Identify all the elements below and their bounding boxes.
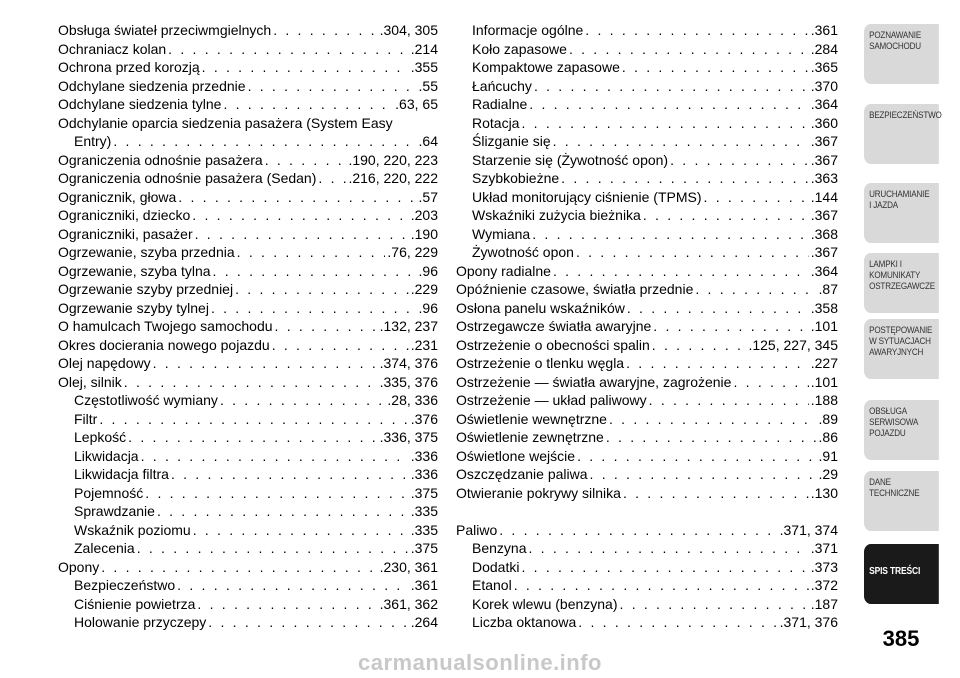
index-entry-term: Obsługa świateł przeciwmgielnych — [58, 22, 272, 38]
chapter-tab[interactable] — [864, 253, 939, 313]
dot-leader — [101, 558, 377, 577]
index-entry-term: Oświetlone wejście — [456, 447, 576, 464]
dot-leader — [643, 206, 809, 225]
index-entry-pages: .55 — [418, 77, 438, 94]
index-entry-term: Ograniczniki, dziecko — [58, 207, 191, 223]
index-entry-pages: .335, 376 — [379, 373, 438, 390]
index-entry[interactable] — [456, 243, 838, 262]
dot-leader — [569, 40, 809, 59]
index-entry-pages: .363 — [810, 170, 838, 186]
dot-leader — [578, 613, 777, 632]
index-entry-pages: .190, 220, 223 — [348, 151, 438, 168]
chapter-tab-label: POJAZDU — [869, 428, 906, 439]
chapter-tab[interactable] — [864, 471, 939, 531]
dot-leader — [177, 576, 409, 595]
index-entry-term: Żywotność opon — [472, 244, 574, 260]
index-entry-term: Olej napędowy — [58, 355, 151, 371]
chapter-tab[interactable] — [864, 104, 942, 164]
chapter-tab-label: AWARYJNYCH — [869, 347, 924, 358]
index-entry-pages: .76, 229 — [387, 244, 438, 260]
dot-leader — [141, 447, 409, 466]
index-entry[interactable] — [58, 576, 438, 595]
dot-leader — [235, 280, 409, 299]
index-entry[interactable] — [456, 539, 838, 558]
dot-leader — [521, 114, 808, 133]
index-entry-pages: .230, 361 — [379, 558, 438, 575]
index-entry-term: Likwidacja filtra — [74, 466, 169, 482]
index-entry-term: Zalecenia — [74, 540, 135, 556]
dot-leader — [192, 206, 408, 225]
index-entry[interactable] — [456, 576, 838, 595]
index-entry-term: Sprawdzanie — [74, 503, 155, 519]
dot-leader — [577, 447, 816, 466]
dot-leader — [499, 521, 777, 540]
index-entry[interactable] — [456, 521, 838, 540]
index-entry[interactable] — [58, 262, 438, 281]
dot-leader — [248, 77, 417, 96]
dot-leader — [553, 262, 809, 281]
index-entry-term: Informacje ogólne — [472, 22, 584, 38]
index-entry[interactable] — [58, 299, 438, 318]
index-entry-pages: .336, 375 — [379, 429, 438, 445]
index-entry[interactable] — [58, 539, 438, 558]
chapter-tab-label: I JAZDA — [869, 200, 898, 211]
dot-leader — [514, 576, 809, 595]
index-entry[interactable] — [456, 336, 838, 355]
index-entry-term: Kompaktowe zapasowe — [472, 59, 620, 75]
dot-leader — [193, 521, 409, 540]
index-entry[interactable] — [456, 558, 838, 577]
index-entry-pages: .125, 227, 345 — [748, 336, 838, 353]
index-entry-term: Ślizganie się — [472, 133, 551, 149]
index-entry[interactable] — [58, 280, 438, 299]
index-entry[interactable] — [58, 21, 438, 40]
dot-leader — [529, 95, 808, 114]
index-entry-term: Okres docierania nowego pojazdu — [58, 336, 270, 353]
index-entry-term: Łańcuchy — [472, 77, 532, 94]
index-entry-term: Ochrona przed korozją — [58, 59, 200, 75]
index-entry-term: Częstotliwość wymiany — [74, 392, 218, 408]
index-entry-pages: .101 — [810, 318, 838, 334]
index-entry-pages: .91 — [818, 447, 838, 464]
index-entry-term: Oświetlenie wewnętrzne — [456, 410, 607, 427]
index-entry-pages: .375 — [410, 540, 438, 556]
watermark: carmanualsonline.info — [358, 650, 602, 675]
chapter-tab-label: W SYTUACJACH — [869, 336, 931, 347]
chapter-tab[interactable] — [864, 319, 939, 379]
dot-leader — [275, 317, 378, 336]
index-entry[interactable] — [58, 336, 438, 355]
index-entry-term: Odchylane siedzenia przednie — [58, 77, 246, 94]
dot-leader — [197, 595, 377, 614]
index-entry[interactable] — [58, 502, 438, 521]
index-entry-term: Korek wlewu (benzyna) — [472, 595, 618, 612]
index-entry-term: Opony radialne — [456, 262, 551, 279]
chapter-tab-label: SPIS TREŚCI — [869, 566, 921, 577]
dot-leader — [532, 225, 809, 244]
index-entry-term: Otwieranie pokrywy silnika — [456, 484, 621, 501]
index-entry-pages: .229 — [410, 281, 438, 297]
index-entry[interactable] — [456, 391, 838, 410]
dot-leader — [195, 225, 409, 244]
index-entry[interactable] — [456, 151, 838, 170]
dot-leader — [273, 21, 377, 40]
dot-leader — [649, 391, 809, 410]
chapter-tab-label: DANE — [869, 477, 891, 488]
index-entry-pages: .361, 362 — [379, 595, 438, 612]
dot-leader — [213, 262, 417, 281]
dot-leader — [704, 188, 809, 207]
index-entry-pages: .87 — [818, 281, 838, 297]
chapter-tab-label: TECHNICZNE — [869, 488, 920, 499]
index-entry-term: Pojemność — [74, 484, 144, 501]
index-entry-term: Wskaźniki zużycia bieżnika — [472, 207, 641, 223]
index-entry-pages: .361 — [410, 577, 438, 593]
dot-leader — [124, 373, 378, 392]
index-entry[interactable] — [456, 58, 838, 77]
dot-leader — [272, 336, 409, 355]
dot-leader — [237, 243, 386, 262]
dot-leader — [622, 58, 809, 77]
index-entry-pages: .336 — [410, 447, 438, 464]
dot-leader — [606, 428, 817, 447]
dot-leader — [153, 354, 378, 373]
index-entry-term: Osłona panelu wskaźników — [456, 299, 625, 316]
chapter-tab-label: URUCHAMIANIE — [869, 189, 930, 200]
index-entry-pages: .132, 237 — [379, 318, 438, 334]
index-entry-term: Benzyna — [472, 540, 527, 556]
index-entry[interactable] — [58, 95, 438, 114]
index-entry[interactable] — [456, 613, 838, 632]
dot-leader — [623, 484, 809, 503]
dot-leader — [609, 410, 817, 429]
dot-leader — [553, 132, 809, 151]
index-entry-term: Likwidacja — [74, 447, 139, 464]
index-entry[interactable] — [456, 354, 838, 373]
index-entry-term: Opóźnienie czasowe, światła przednie — [456, 281, 694, 297]
index-entry-pages: .367 — [810, 244, 838, 260]
index-entry-pages: .28, 336 — [387, 392, 438, 408]
chapter-tab-label: BEZPIECZEŃSTWO — [869, 110, 942, 121]
dot-leader — [113, 132, 416, 151]
chapter-tab-label: SAMOCHODU — [869, 41, 921, 52]
index-entry[interactable] — [58, 132, 438, 151]
index-entry-pages: .368 — [810, 225, 838, 242]
index-entry-term: Entry) — [74, 133, 112, 149]
index-entry[interactable] — [58, 391, 438, 410]
index-entry-term: Odchylanie oparcia siedzenia pasażera (System Easy — [58, 114, 393, 131]
index-entry-pages: .371 — [810, 540, 838, 556]
dot-leader — [223, 95, 393, 114]
index-entry[interactable] — [58, 58, 438, 77]
index-entry-term: Bezpieczeństwo — [74, 577, 176, 593]
index-entry-pages: .364 — [810, 262, 838, 279]
index-entry[interactable] — [456, 280, 838, 299]
index-entry[interactable] — [456, 225, 838, 244]
index-entry-term: Lepkość — [74, 429, 127, 445]
index-entry[interactable] — [58, 206, 438, 225]
index-entry[interactable] — [456, 132, 838, 151]
index-entry[interactable] — [58, 188, 438, 207]
index-entry[interactable] — [456, 95, 838, 114]
dot-leader — [627, 299, 809, 318]
index-entry-term: Wymiana — [472, 225, 531, 242]
dot-leader — [561, 169, 809, 188]
index-entry[interactable] — [58, 225, 438, 244]
index-entry-term: Ograniczniki, pasażer — [58, 225, 193, 242]
index-entry[interactable] — [58, 317, 438, 336]
index-entry-pages: .365 — [810, 59, 838, 75]
index-entry-term: Układ monitorujący ciśnienie (TPMS) — [472, 188, 702, 205]
index-entry-pages: .96 — [418, 262, 438, 279]
index-entry[interactable] — [456, 299, 838, 318]
index-entry-term: Szybkobieżne — [472, 170, 560, 186]
dot-leader — [620, 595, 809, 614]
index-entry[interactable] — [456, 373, 838, 392]
index-entry-pages: .188 — [810, 392, 838, 408]
dot-leader — [208, 613, 408, 632]
index-entry[interactable] — [456, 169, 838, 188]
dot-leader — [653, 317, 808, 336]
dot-leader — [128, 428, 377, 447]
dot-leader — [265, 151, 347, 170]
index-entry-term: Filtr — [74, 410, 98, 427]
index-entry[interactable] — [456, 77, 838, 96]
index-entry-term: Opony — [58, 558, 100, 575]
dot-leader — [220, 391, 385, 410]
dot-leader — [318, 169, 346, 188]
index-entry[interactable] — [456, 21, 838, 40]
index-entry-term: Ogrzewanie szyby przedniej — [58, 281, 234, 297]
dot-leader — [733, 373, 808, 392]
index-entry-pages: .130 — [810, 484, 838, 501]
index-entry[interactable] — [58, 558, 438, 577]
index-entry-term: Rotacja — [472, 114, 520, 131]
index-entry-pages: .86 — [818, 429, 838, 445]
index-entry-term: Wskaźnik poziomu — [74, 521, 191, 538]
index-entry-term: Ostrzeżenie o tlenku węgla — [456, 355, 625, 371]
index-entry-term: Koło zapasowe — [472, 40, 567, 57]
index-entry-pages: .376 — [410, 410, 438, 427]
index-entry-pages: .284 — [810, 40, 838, 57]
index-entry[interactable] — [58, 373, 438, 392]
chapter-tab[interactable] — [864, 24, 939, 84]
dot-leader — [576, 243, 809, 262]
dot-leader — [670, 151, 809, 170]
dot-leader — [626, 354, 809, 373]
index-column-right — [456, 21, 838, 632]
index-entry-pages: .355 — [410, 59, 438, 75]
dot-leader — [521, 558, 808, 577]
index-entry-pages: .29 — [818, 466, 838, 482]
index-entry[interactable] — [58, 410, 438, 429]
index-entry-pages: .374, 376 — [379, 355, 438, 371]
dot-leader — [528, 539, 808, 558]
index-entry-term: Holowanie przyczepy — [74, 614, 207, 630]
index-entry[interactable] — [58, 169, 438, 188]
index-entry-pages: .57 — [418, 188, 438, 205]
dot-leader — [695, 280, 816, 299]
index-entry-pages: .214 — [410, 40, 438, 57]
index-entry[interactable] — [456, 262, 838, 281]
index-entry-pages: .336 — [410, 466, 438, 482]
page-number: 385 — [882, 626, 920, 651]
dot-leader — [145, 484, 408, 503]
index-entry-pages: .304, 305 — [379, 22, 438, 38]
chapter-tab-label: OSTRZEGAWCZE — [869, 281, 935, 292]
index-entry[interactable] — [58, 77, 438, 96]
index-entry-term: Odchylane siedzenia tylne — [58, 96, 222, 112]
dot-leader — [211, 299, 417, 318]
index-entry-term: Starzenie się (Żywotność opon) — [472, 151, 669, 168]
index-entry-term: Oświetlenie zewnętrzne — [456, 429, 604, 445]
index-entry-pages: .96 — [418, 299, 438, 316]
index-entry-term: Olej, silnik — [58, 373, 122, 390]
index-entry[interactable] — [58, 40, 438, 59]
index-entry-pages: .64 — [418, 133, 438, 149]
dot-leader — [590, 465, 817, 484]
index-entry-term: Ostrzeżenie — układ paliwowy — [456, 392, 647, 408]
dot-leader — [534, 77, 809, 96]
index-entry-term: Ogrzewanie szyby tylnej — [58, 299, 209, 316]
index-entry[interactable] — [456, 317, 838, 336]
index-entry-pages: .187 — [810, 595, 838, 612]
index-entry-pages: .360 — [810, 114, 838, 131]
index-entry-pages: .371, 374 — [779, 521, 838, 538]
dot-leader — [137, 539, 409, 558]
dot-leader — [168, 40, 409, 59]
dot-leader — [157, 502, 409, 521]
index-entry[interactable] — [58, 447, 438, 466]
index-entry[interactable] — [456, 206, 838, 225]
index-entry-term: Ostrzegawcze światła awaryjne — [456, 318, 652, 334]
chapter-tab[interactable] — [864, 400, 939, 460]
chapter-tab-label: LAMPKI I — [869, 259, 902, 270]
index-entry-term: Ochraniacz kolan — [58, 40, 167, 57]
index-entry[interactable] — [456, 447, 838, 466]
index-gap — [456, 502, 838, 521]
index-entry[interactable] — [456, 410, 838, 429]
index-entry-pages: .63, 65 — [395, 96, 438, 112]
index-entry[interactable] — [58, 465, 438, 484]
chapter-tab[interactable] — [864, 183, 939, 243]
index-column-left — [58, 21, 438, 632]
index-entry-pages: .373 — [810, 558, 838, 575]
index-entry-pages: .190 — [410, 225, 438, 242]
index-entry-term: Ostrzeżenie — światła awaryjne, zagrożenie — [456, 373, 732, 390]
chapter-tab-label: POSTĘPOWANIE — [869, 325, 933, 336]
index-entry-term: Ograniczenia odnośnie pasażera (Sedan) — [58, 170, 317, 186]
dot-leader — [585, 21, 808, 40]
dot-leader — [171, 465, 409, 484]
index-entry[interactable] — [456, 595, 838, 614]
index-entry-term: Ostrzeżenie o obecności spalin — [456, 336, 650, 353]
index-entry-pages: .216, 220, 222 — [348, 170, 438, 186]
index-entry-pages: .364 — [810, 96, 838, 112]
index-entry-pages: .372 — [810, 577, 838, 593]
index-entry-pages: .361 — [810, 22, 838, 38]
index-entry-pages: .264 — [410, 614, 438, 630]
index-entry-term: Paliwo — [456, 521, 498, 538]
index-entry[interactable] — [58, 243, 438, 262]
chapter-tab[interactable] — [864, 544, 939, 604]
chapter-tab-label: SERWISOWA — [869, 417, 919, 428]
index-entry-term: Liczba oktanowa — [472, 614, 577, 630]
chapter-sidebar — [852, 0, 960, 678]
index-entry[interactable] — [58, 613, 438, 632]
index-entry-term: Radialne — [472, 96, 528, 112]
dot-leader — [99, 410, 408, 429]
index-entry-term: Ogranicznik, głowa — [58, 188, 177, 205]
index-entry-pages: .371, 376 — [779, 614, 838, 630]
index-entry-pages: .203 — [410, 207, 438, 223]
dot-leader — [652, 336, 747, 355]
index-entry[interactable] — [58, 114, 438, 133]
index-entry[interactable] — [456, 465, 838, 484]
index-entry-term: Ograniczenia odnośnie pasażera — [58, 151, 263, 168]
index-entry[interactable] — [456, 188, 838, 207]
index-entry[interactable] — [58, 521, 438, 540]
index-entry-term: Oszczędzanie paliwa — [456, 466, 588, 482]
chapter-tab-label: POZNAWANIE — [869, 30, 922, 41]
index-entry[interactable] — [58, 595, 438, 614]
index-entry[interactable] — [58, 354, 438, 373]
index-entry-term: O hamulcach Twojego samochodu — [58, 318, 273, 334]
index-entry-pages: .367 — [810, 133, 838, 149]
index-entry-term: Dodatki — [472, 558, 520, 575]
index-entry-term: Etanol — [472, 577, 512, 593]
index-entry-pages: .375 — [410, 484, 438, 501]
index-entry[interactable] — [456, 428, 838, 447]
index-entry-pages: .89 — [818, 410, 838, 427]
index-entry[interactable] — [456, 484, 838, 503]
dot-leader — [178, 188, 416, 207]
index-entry-pages: .227 — [810, 355, 838, 371]
dot-leader — [202, 58, 409, 77]
index-entry-pages: .367 — [810, 151, 838, 168]
index-entry-pages: .335 — [410, 503, 438, 519]
index-entry-pages: .335 — [410, 521, 438, 538]
index-entry[interactable] — [58, 151, 438, 170]
index-entry-pages: .358 — [810, 299, 838, 316]
index-entry-pages: .144 — [810, 188, 838, 205]
index-entry-term: Ogrzewanie, szyba przednia — [58, 244, 235, 260]
index-entry-term: Ciśnienie powietrza — [74, 595, 196, 612]
chapter-tab-label: OBSŁUGA — [869, 406, 907, 417]
index-entry[interactable] — [456, 40, 838, 59]
index-entry[interactable] — [456, 114, 838, 133]
index-entry-term: Ogrzewanie, szyba tylna — [58, 262, 211, 279]
index-entry-pages: .231 — [410, 336, 438, 353]
index-entry-pages: .367 — [810, 207, 838, 223]
index-entry-pages: .370 — [810, 77, 838, 94]
index-entry-pages: .101 — [810, 373, 838, 390]
index-entry[interactable] — [58, 428, 438, 447]
index-entry[interactable] — [58, 484, 438, 503]
chapter-tab-label: KOMUNIKATY — [869, 270, 921, 281]
